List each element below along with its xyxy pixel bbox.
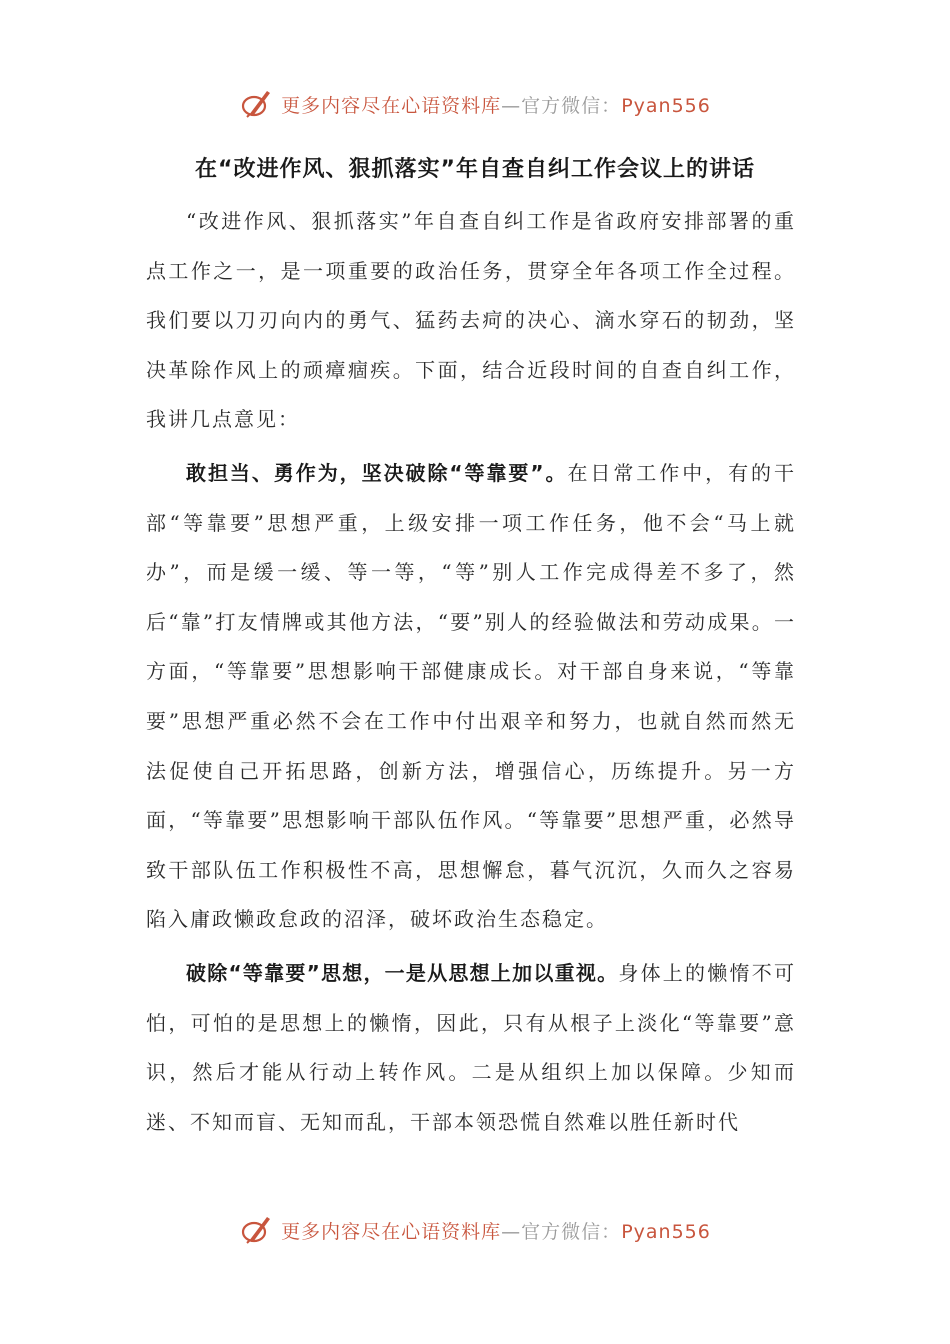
banner-text [281, 1217, 711, 1244]
banner-wechat-label: —官方微信： [501, 1220, 622, 1243]
paragraph-text: 身体上的懒惰不可怕，可怕的是思想上的懒惰，因此，只有从根子上淡化“等靠要”意识，然后才能从行动上转作风。二是从组织上加以保障。少知而迷、不知而盲、无知而乱，干部本领恐慌自然难以胜任新时代 [146, 960, 797, 1134]
footer-banner [0, 1210, 950, 1250]
paragraph [146, 197, 796, 445]
document-body [146, 197, 796, 1147]
paragraph-text: 在日常工作中，有的干部“等靠要”思想严重，上级安排一项工作任务，他不会“马上就办”，而是缓一缓、等一等，“等”别人工作完成得差不多了，然后“靠”打友情牌或其他方法，“要”别人的经验做法和劳动成果。一方面，“等靠要”思想影响干部健康成长。对干部自身来说，“等靠要”思想严重必然不会在工作中付出艰辛和努力，也就自然而然无法促使自己开拓思路，创新方法，增强信心，历练提升。另一方面，“等靠要”思想影响干部队伍作风。“等靠要”思想严重，必然导致干部队伍工作积极性不高，思想懈怠，暮气沉沉，久而久之容易陷入庸政懒政怠政的沼泽，破坏政治生态稳定。 [146, 460, 797, 932]
paragraph [146, 949, 796, 1147]
paragraph-text: “改进作风、狠抓落实”年自查自纠工作是省政府安排部署的重点工作之一，是一项重要的政治任务，贯穿全年各项工作全过程。我们要以刀刃向内的勇气、猛药去疴的决心、滴水穿石的韧劲，坚决革除作风上的顽瘴痼疾。下面，结合近段时间的自查自纠工作，我讲几点意见： [146, 209, 796, 432]
paragraph [146, 449, 796, 945]
feather-pen-logo-icon [239, 87, 273, 121]
document-title: 在“改进作风、狠抓落实”年自查自纠工作会议上的讲话 [195, 157, 755, 182]
banner-wechat-id: Pyan556 [621, 1220, 711, 1243]
banner-wechat-label: —官方微信： [501, 94, 622, 117]
banner-wechat-id: Pyan556 [621, 94, 711, 117]
header-banner [0, 84, 950, 124]
banner-site-name: 更多内容尽在心语资料库 [281, 94, 502, 117]
paragraph-lead: 敢担当、勇作为，坚决破除“等靠要”。 [186, 460, 568, 485]
feather-pen-logo-icon [239, 1213, 273, 1247]
banner-text [281, 91, 711, 118]
paragraph-lead: 破除“等靠要”思想，一是从思想上加以重视。 [186, 960, 619, 985]
banner-site-name: 更多内容尽在心语资料库 [281, 1220, 502, 1243]
